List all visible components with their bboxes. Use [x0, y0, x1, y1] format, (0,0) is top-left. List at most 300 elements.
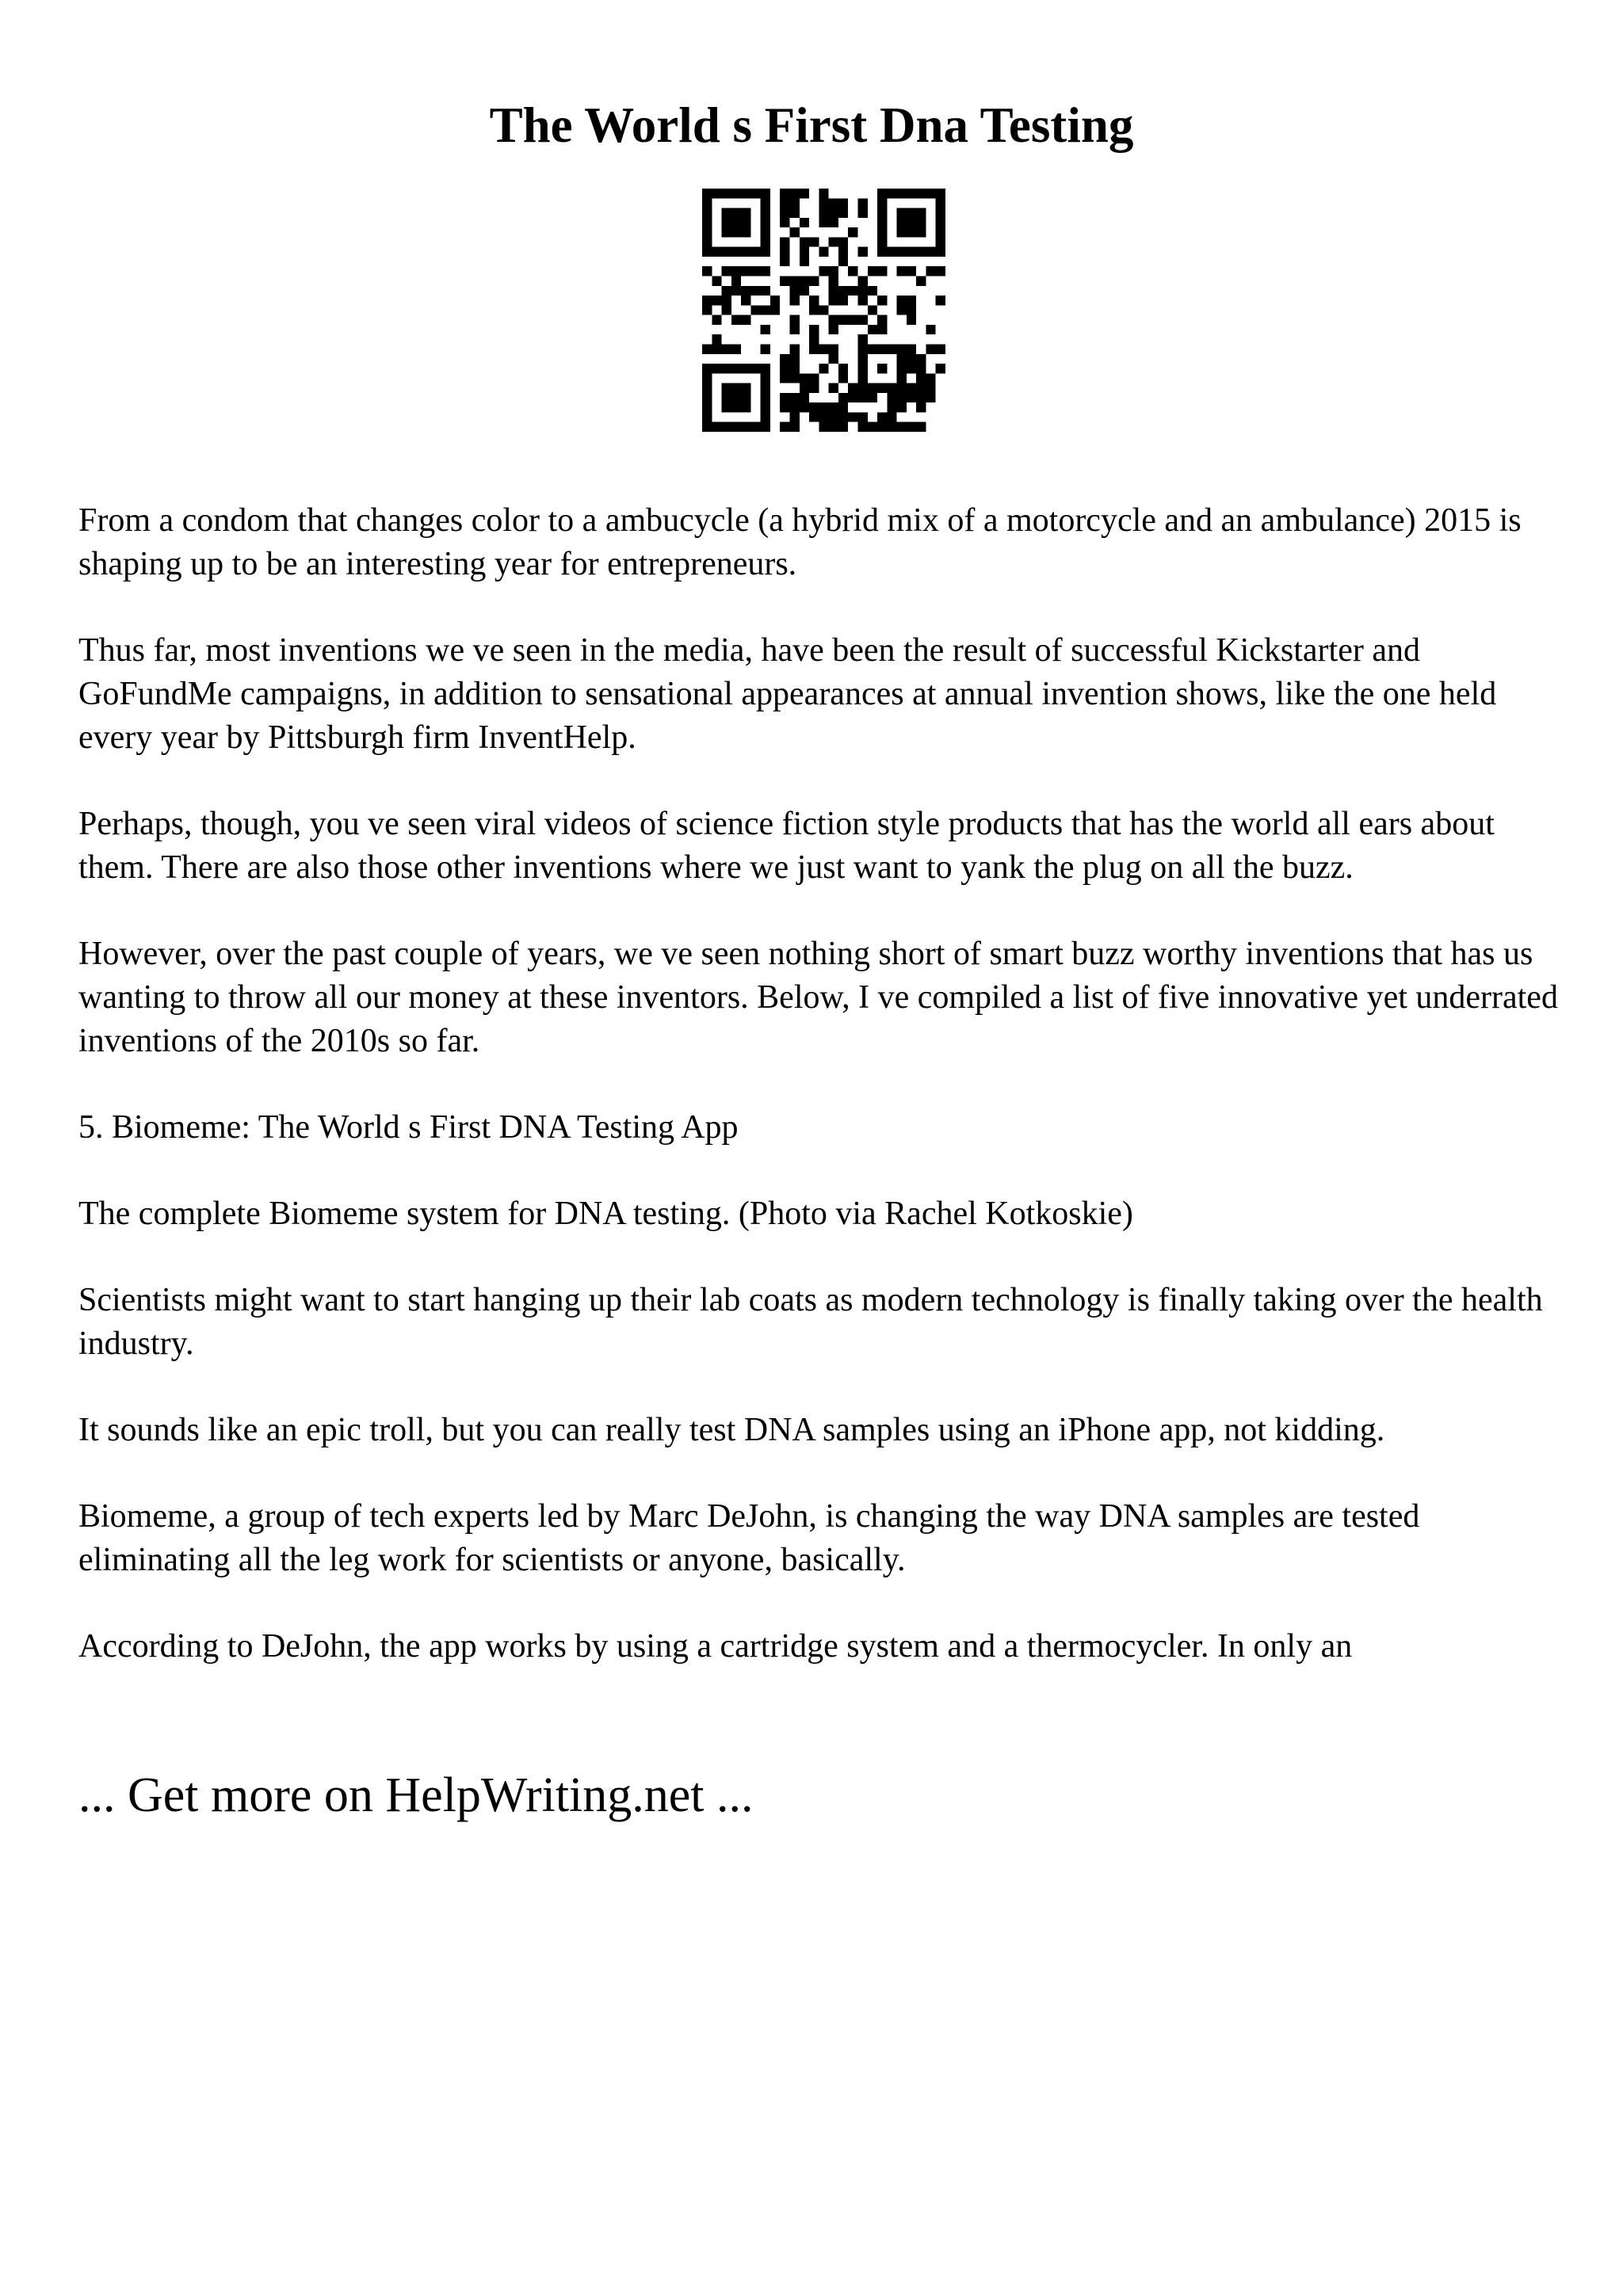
qr-module	[750, 305, 760, 315]
qr-module	[722, 227, 731, 237]
qr-module	[838, 296, 848, 305]
qr-module	[750, 422, 760, 432]
qr-module	[800, 237, 809, 246]
article-body	[78, 499, 1568, 1711]
qr-module	[741, 218, 750, 227]
paragraph-viral-videos: Perhaps, though, you ve seen viral videos of science fiction style products that has the world all ears about them. There are also those other inventions where we just want to yank the plug on all the buzz.	[78, 806, 1495, 886]
qr-module	[750, 266, 760, 276]
qr-module	[838, 247, 848, 257]
qr-module	[857, 383, 867, 393]
qr-code-icon	[702, 189, 945, 432]
qr-module	[819, 422, 828, 432]
qr-module	[722, 266, 731, 276]
qr-module	[907, 315, 916, 325]
qr-module	[916, 373, 926, 383]
qr-module	[702, 364, 712, 373]
qr-module	[780, 354, 789, 364]
qr-module	[838, 402, 848, 412]
qr-module	[761, 383, 770, 393]
qr-module	[790, 402, 800, 412]
qr-module	[790, 277, 800, 286]
qr-module	[790, 325, 800, 334]
qr-module	[800, 383, 809, 393]
qr-module	[897, 354, 907, 364]
qr-module	[829, 402, 838, 412]
qr-module	[936, 208, 945, 218]
qr-module	[809, 237, 819, 246]
qr-module	[936, 218, 945, 227]
qr-module	[926, 247, 935, 257]
qr-module	[857, 364, 867, 373]
qr-module	[907, 189, 916, 198]
qr-module	[868, 286, 877, 296]
qr-module	[897, 344, 907, 353]
paragraph-epic-troll: It sounds like an epic troll, but you can really test DNA samples using an iPhone app, not kidding.	[78, 1412, 1385, 1448]
qr-module	[868, 393, 877, 402]
qr-module	[819, 218, 828, 227]
qr-module	[722, 296, 731, 305]
qr-module	[857, 296, 867, 305]
qr-module	[877, 383, 887, 393]
qr-module	[712, 189, 721, 198]
qr-module	[761, 422, 770, 432]
qr-module	[712, 344, 721, 353]
qr-module	[741, 227, 750, 237]
qr-module	[936, 344, 945, 353]
qr-module	[838, 198, 848, 208]
qr-module	[877, 208, 887, 218]
qr-module	[936, 227, 945, 237]
qr-module	[702, 208, 712, 218]
qr-module	[761, 237, 770, 246]
qr-module	[907, 296, 916, 305]
qr-module	[887, 247, 896, 257]
qr-module	[926, 189, 935, 198]
qr-module	[868, 305, 877, 315]
qr-module	[780, 373, 789, 383]
qr-module	[838, 257, 848, 266]
qr-module	[741, 383, 750, 393]
qr-module	[780, 189, 789, 198]
qr-module	[838, 237, 848, 246]
qr-module	[838, 315, 848, 325]
qr-module	[790, 422, 800, 432]
qr-module	[848, 412, 857, 421]
qr-module	[838, 364, 848, 373]
qr-module	[897, 227, 907, 237]
qr-module	[809, 296, 819, 305]
qr-module	[722, 364, 731, 373]
qr-module	[761, 373, 770, 383]
qr-module	[829, 422, 838, 432]
qr-module	[702, 344, 712, 353]
qr-module	[722, 344, 731, 353]
qr-module	[761, 208, 770, 218]
qr-module	[790, 208, 800, 218]
qr-module	[897, 247, 907, 257]
qr-module	[702, 422, 712, 432]
qr-module	[907, 218, 916, 227]
qr-module	[731, 286, 741, 296]
qr-module	[907, 266, 916, 276]
paragraph-dejohn: According to DeJohn, the app works by using a cartridge system and a thermocycler. In only an	[78, 1628, 1353, 1665]
qr-module	[741, 208, 750, 218]
qr-module	[897, 383, 907, 393]
qr-module	[712, 277, 721, 286]
qr-module	[897, 422, 907, 432]
qr-module	[800, 257, 809, 266]
qr-module	[916, 364, 926, 373]
qr-module	[741, 266, 750, 276]
qr-module	[907, 393, 916, 402]
qr-module	[877, 266, 887, 276]
qr-module	[916, 393, 926, 402]
qr-module	[702, 227, 712, 237]
qr-module	[897, 218, 907, 227]
qr-module	[761, 247, 770, 257]
qr-module	[741, 247, 750, 257]
qr-module	[790, 189, 800, 198]
qr-module	[809, 373, 819, 383]
qr-module	[916, 227, 926, 237]
qr-module	[848, 286, 857, 296]
qr-module	[907, 354, 916, 364]
qr-module	[907, 247, 916, 257]
qr-module	[780, 277, 789, 286]
qr-module	[712, 364, 721, 373]
qr-module	[857, 334, 867, 344]
qr-module	[877, 227, 887, 237]
qr-module	[887, 402, 896, 412]
qr-module	[761, 305, 770, 315]
qr-module	[761, 344, 770, 353]
qr-module	[857, 208, 867, 218]
qr-module	[887, 393, 896, 402]
qr-module	[712, 422, 721, 432]
qr-module	[702, 296, 712, 305]
qr-module	[780, 393, 789, 402]
qr-module	[800, 393, 809, 402]
qr-module	[897, 266, 907, 276]
get-more-link[interactable]: ... Get more on HelpWriting.net ...	[78, 1768, 754, 1822]
qr-module	[916, 247, 926, 257]
qr-module	[809, 383, 819, 393]
qr-module	[868, 383, 877, 393]
qr-module	[780, 237, 789, 246]
qr-module	[829, 315, 838, 325]
qr-module	[731, 364, 741, 373]
qr-module	[829, 383, 838, 393]
qr-module	[790, 286, 800, 296]
qr-module	[731, 344, 741, 353]
qr-module	[829, 277, 838, 286]
qr-module	[702, 305, 712, 315]
qr-module	[936, 364, 945, 373]
qr-module	[790, 393, 800, 402]
qr-module	[722, 247, 731, 257]
qr-module	[887, 344, 896, 353]
qr-module	[780, 364, 789, 373]
qr-module	[809, 344, 819, 353]
qr-module	[819, 208, 828, 218]
qr-module	[819, 305, 828, 315]
qr-module	[877, 344, 887, 353]
qr-module	[868, 325, 877, 334]
qr-module	[800, 247, 809, 257]
qr-module	[702, 402, 712, 412]
qr-module	[722, 383, 731, 393]
qr-module	[838, 208, 848, 218]
qr-module	[790, 412, 800, 421]
qr-module	[907, 422, 916, 432]
qr-module	[877, 325, 887, 334]
qr-module	[761, 286, 770, 296]
qr-module	[916, 218, 926, 227]
qr-module	[857, 412, 867, 421]
qr-module	[926, 393, 935, 402]
qr-module	[848, 266, 857, 276]
qr-module	[731, 315, 741, 325]
qr-module	[800, 277, 809, 286]
qr-module	[857, 422, 867, 432]
qr-module	[750, 286, 760, 296]
qr-module	[926, 266, 935, 276]
qr-module	[829, 208, 838, 218]
qr-module	[907, 364, 916, 373]
qr-module	[887, 383, 896, 393]
qr-module	[819, 402, 828, 412]
qr-module	[819, 344, 828, 353]
qr-module	[907, 227, 916, 237]
qr-module	[819, 266, 828, 276]
paragraph-intro: From a condom that changes color to a ambucycle (a hybrid mix of a motorcycle and an ambulance) 2015 is shaping up to be an interesting year for entrepreneurs.	[78, 502, 1522, 582]
qr-module	[877, 189, 887, 198]
qr-code-graphic	[702, 189, 945, 432]
qr-module	[800, 189, 809, 198]
qr-module	[731, 189, 741, 198]
qr-module	[916, 208, 926, 218]
qr-module	[809, 325, 819, 334]
qr-module	[761, 402, 770, 412]
qr-module	[829, 344, 838, 353]
qr-module	[741, 422, 750, 432]
qr-module	[809, 402, 819, 412]
qr-module	[857, 393, 867, 402]
qr-module	[838, 412, 848, 421]
qr-module	[857, 277, 867, 286]
qr-module	[936, 247, 945, 257]
qr-module	[809, 305, 819, 315]
qr-module	[790, 227, 800, 237]
qr-module	[770, 296, 780, 305]
qr-module	[722, 305, 731, 315]
qr-module	[731, 247, 741, 257]
qr-module	[800, 286, 809, 296]
qr-module	[926, 325, 935, 334]
qr-module	[702, 412, 712, 421]
qr-module	[897, 364, 907, 373]
qr-module	[916, 354, 926, 364]
qr-module	[897, 296, 907, 305]
qr-module	[731, 266, 741, 276]
qr-module	[819, 189, 828, 198]
qr-module	[838, 373, 848, 383]
qr-module	[712, 315, 721, 325]
qr-module	[936, 266, 945, 276]
paragraph-kickstarter: Thus far, most inventions we ve seen in the media, have been the result of successful Kickstarter and GoFundMe campaigns, in addition to sensational appearances at annual invention shows, like the one held every year by Pittsburgh firm InventHelp.	[78, 632, 1497, 756]
qr-module	[819, 364, 828, 373]
qr-module	[712, 296, 721, 305]
qr-module	[741, 286, 750, 296]
qr-module	[761, 227, 770, 237]
qr-module	[722, 286, 731, 296]
qr-module	[809, 412, 819, 421]
qr-module	[731, 393, 741, 402]
qr-module	[907, 383, 916, 393]
qr-module	[887, 422, 896, 432]
qr-module	[722, 393, 731, 402]
qr-module	[877, 412, 887, 421]
qr-module	[761, 393, 770, 402]
qr-module	[819, 198, 828, 208]
qr-module	[877, 422, 887, 432]
qr-module	[857, 315, 867, 325]
qr-module	[702, 247, 712, 257]
qr-module	[907, 208, 916, 218]
qr-module	[800, 218, 809, 227]
qr-module	[741, 364, 750, 373]
qr-module	[877, 296, 887, 305]
qr-module	[790, 198, 800, 208]
qr-module	[829, 354, 838, 364]
qr-module	[916, 422, 926, 432]
qr-module	[838, 422, 848, 432]
qr-module	[780, 422, 789, 432]
qr-module	[887, 412, 896, 421]
qr-module	[790, 315, 800, 325]
qr-module	[857, 373, 867, 383]
qr-module	[936, 198, 945, 208]
qr-module	[838, 286, 848, 296]
qr-module	[916, 277, 926, 286]
qr-module	[926, 344, 935, 353]
qr-module	[702, 218, 712, 227]
qr-module	[877, 315, 887, 325]
qr-module	[712, 334, 721, 344]
qr-module	[790, 373, 800, 383]
qr-module	[741, 189, 750, 198]
qr-module	[750, 364, 760, 373]
qr-module	[731, 383, 741, 393]
qr-module	[829, 296, 838, 305]
qr-module	[936, 189, 945, 198]
qr-module	[829, 325, 838, 334]
qr-module	[916, 189, 926, 198]
qr-module	[897, 208, 907, 218]
qr-module	[702, 266, 712, 276]
qr-module	[916, 383, 926, 393]
qr-module	[936, 237, 945, 246]
qr-module	[702, 393, 712, 402]
qr-module	[722, 189, 731, 198]
qr-module	[857, 247, 867, 257]
qr-module	[761, 189, 770, 198]
qr-module	[731, 218, 741, 227]
qr-module	[926, 373, 935, 383]
qr-module	[907, 344, 916, 353]
qr-module	[809, 334, 819, 344]
qr-module	[897, 402, 907, 412]
qr-module	[702, 237, 712, 246]
qr-module	[722, 208, 731, 218]
qr-module	[780, 402, 789, 412]
qr-module	[750, 247, 760, 257]
qr-module	[897, 393, 907, 402]
qr-module	[800, 373, 809, 383]
qr-module	[731, 227, 741, 237]
qr-module	[829, 198, 838, 208]
photo-caption: The complete Biomeme system for DNA testing. (Photo via Rachel Kotkoskie)	[78, 1196, 1133, 1232]
qr-module	[857, 286, 867, 296]
qr-module	[712, 247, 721, 257]
qr-module	[761, 218, 770, 227]
qr-module	[770, 305, 780, 315]
qr-module	[731, 208, 741, 218]
qr-module	[722, 422, 731, 432]
qr-module	[829, 286, 838, 296]
list-heading-biomeme: 5. Biomeme: The World s First DNA Testing App	[78, 1109, 739, 1146]
qr-module	[819, 247, 828, 257]
qr-module	[829, 218, 838, 227]
qr-module	[877, 218, 887, 227]
qr-module	[897, 305, 907, 315]
qr-module	[790, 354, 800, 364]
qr-module	[702, 198, 712, 208]
qr-module	[848, 383, 857, 393]
qr-module	[780, 208, 789, 218]
qr-module	[780, 257, 789, 266]
qr-module	[819, 412, 828, 421]
qr-module	[857, 354, 867, 364]
qr-module	[800, 402, 809, 412]
document-title: The World s First Dna Testing	[489, 97, 1134, 153]
qr-module	[761, 412, 770, 421]
qr-module	[731, 422, 741, 432]
qr-module	[848, 393, 857, 402]
qr-module	[790, 364, 800, 373]
qr-module	[829, 237, 838, 246]
qr-module	[722, 402, 731, 412]
qr-module	[868, 344, 877, 353]
qr-module	[857, 198, 867, 208]
qr-module	[897, 373, 907, 383]
paragraph-biomeme-group: Biomeme, a group of tech experts led by Marc DeJohn, is changing the way DNA samples are tested eliminating all the leg work for scientists or anyone, basically.	[78, 1498, 1420, 1578]
qr-module	[761, 364, 770, 373]
qr-module	[750, 189, 760, 198]
qr-module	[741, 402, 750, 412]
qr-module	[877, 198, 887, 208]
qr-module	[741, 393, 750, 402]
qr-module	[877, 364, 887, 373]
paragraph-scientists: Scientists might want to start hanging up their lab coats as modern technology is finally taking over the health industry.	[78, 1282, 1543, 1362]
qr-module	[916, 402, 926, 412]
qr-module	[809, 277, 819, 286]
qr-module	[731, 402, 741, 412]
qr-module	[761, 266, 770, 276]
qr-module	[926, 383, 935, 393]
qr-module	[887, 189, 896, 198]
qr-module	[780, 247, 789, 257]
